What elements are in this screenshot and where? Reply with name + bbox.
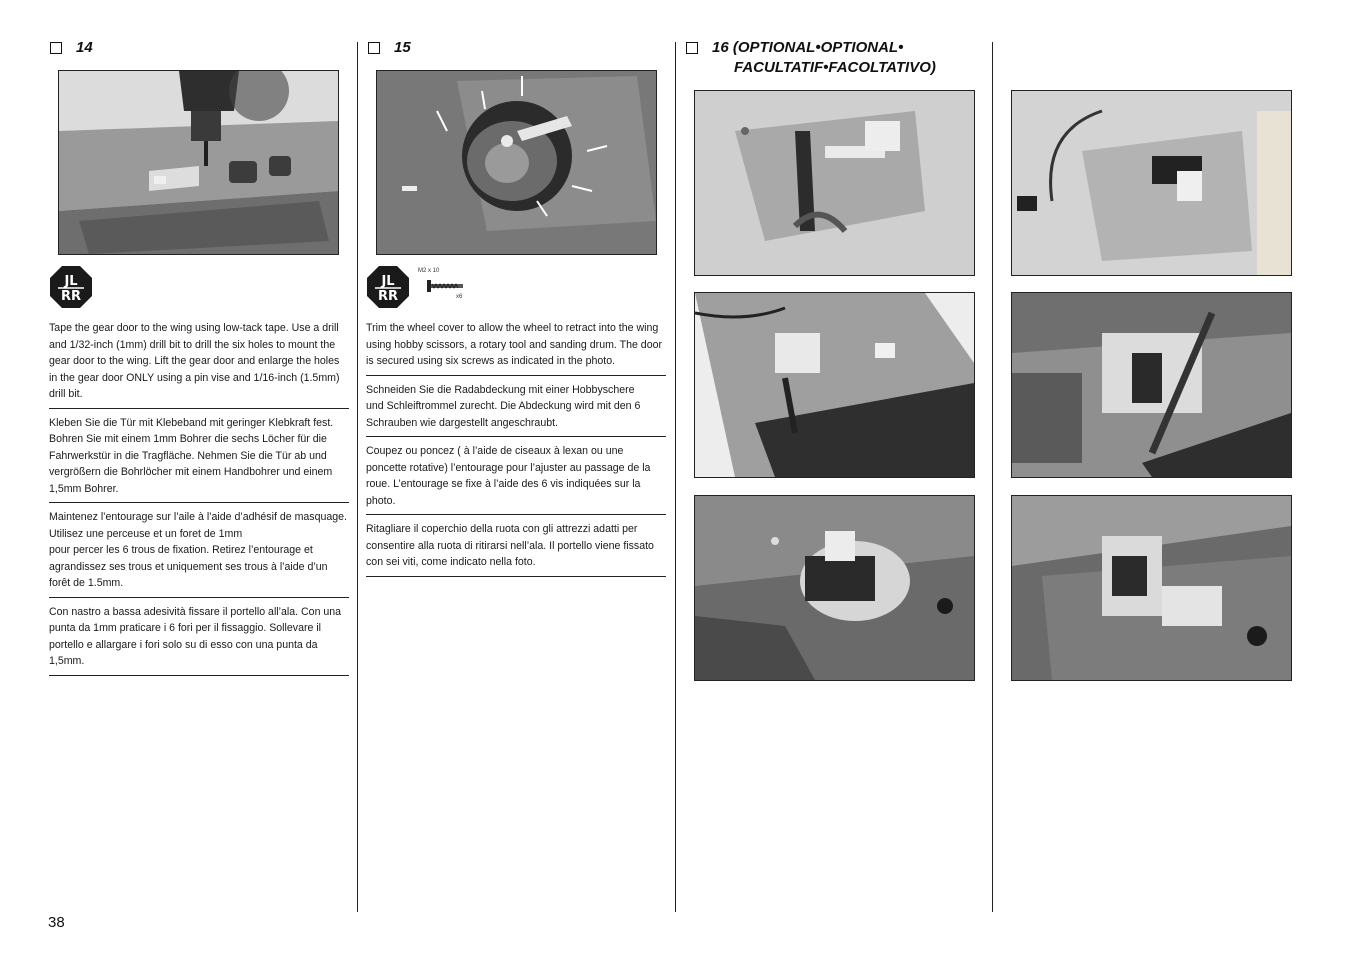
svg-text:JL: JL [381, 274, 395, 289]
step-16-photo-3 [694, 292, 975, 478]
col1-tape-icon [50, 266, 92, 308]
step-14-instructions [49, 320, 349, 676]
step-15-text-en: Trim the wheel cover to allow the wheel to retract into the wing using hobby scissors, a rotary tool and sanding drum. The door is secured using six screws as indicated in the photo. [366, 320, 666, 376]
column-divider-1 [357, 42, 358, 912]
step-15-instructions [366, 320, 666, 577]
step-15-checkbox[interactable] [368, 42, 380, 54]
step-16-label-line1: 16 (OPTIONAL•OPTIONAL• [712, 39, 904, 56]
step-15-header [368, 38, 411, 58]
step-14-text-de: Kleben Sie die Tür mit Klebeband mit geringer Klebkraft fest. Bohren Sie mit einem 1mm Bohrer die sechs Löcher für die Fahrwerkstür in die Tragfläche. Nehmen Sie die Tür ab und vergrößern die Bohrlöcher mit einem Handbohrer und einem 1,5mm Bohrer. [49, 415, 349, 504]
step-14-photo [58, 70, 339, 255]
step-16-photo-6 [1011, 495, 1292, 681]
step-14-checkbox[interactable] [50, 42, 62, 54]
screw-size-label: M2 x 10 [418, 268, 440, 274]
step-15-photo [376, 70, 657, 255]
step-14-text-en: Tape the gear door to the wing using low-tack tape. Use a drill and 1/32-inch (1mm) drill bit to drill the six holes to mount the gear door to the wing. Lift the gear door and enlarge the holes in the gear door ONLY using a pin vise and 1/16-inch (1.5mm) drill bit. [49, 320, 349, 409]
svg-text:RR: RR [377, 289, 399, 304]
column-divider-3 [992, 42, 993, 912]
step-15-label: 15 [394, 39, 411, 56]
step-14-text-it: Con nastro a bassa adesività fissare il portello all’ala. Con una punta da 1mm praticare i 6 fori per il fissaggio. Sollevare il portello e allargare i fori solo su di esso con una punta da 1,5mm. [49, 604, 349, 676]
step-15-text-fr: Coupez ou poncez ( à l’aide de ciseaux à lexan ou une poncette rotative) l’entourage pour l’ajuster au passage de la roue. L’entourage se fixe à l’aide des 6 vis indiquées sur la photo. [366, 443, 666, 515]
step-14-header [50, 38, 93, 58]
step-15-text-de: Schneiden Sie die Radabdeckung mit einer Hobbyschere und Schleiftrommel zurecht. Die Abdeckung wird mit den 6 Schrauben wie dargestellt angeschraubt. [366, 382, 666, 438]
step-16-checkbox[interactable] [686, 42, 698, 54]
step-16-label-line2: FACULTATIF•FACOLTATIVO) [734, 59, 936, 76]
column-divider-2 [675, 42, 676, 912]
svg-text:JL: JL [64, 274, 78, 289]
step-14-label: 14 [76, 39, 93, 56]
step-16-photo-4 [1011, 292, 1292, 478]
page-number: 38 [48, 914, 65, 931]
screw-icon [426, 279, 466, 293]
col2-tape-icon [367, 266, 409, 308]
step-15-text-it: Ritagliare il coperchio della ruota con gli attrezzi adatti per consentire alla ruota di ritirarsi nell’ala. Il portello viene fissato con sei viti, come indicato nella foto. [366, 521, 666, 577]
step-16-photo-5 [694, 495, 975, 681]
screw-quantity: x6 [456, 294, 463, 300]
step-14-text-fr: Maintenez l’entourage sur l’aile à l’aide d’adhésif de masquage. Utilisez une perceuse et un foret de 1mm pour percer les 6 trous de fixation. Retirez l’entourage et agrandissez ses trous et uniquement ses trous à l’aide d’un forêt de 1.5mm. [49, 509, 349, 598]
step-16-photo-2 [1011, 90, 1292, 276]
step-16-header [686, 38, 936, 78]
step-16-photo-1 [694, 90, 975, 276]
svg-text:RR: RR [60, 289, 82, 304]
